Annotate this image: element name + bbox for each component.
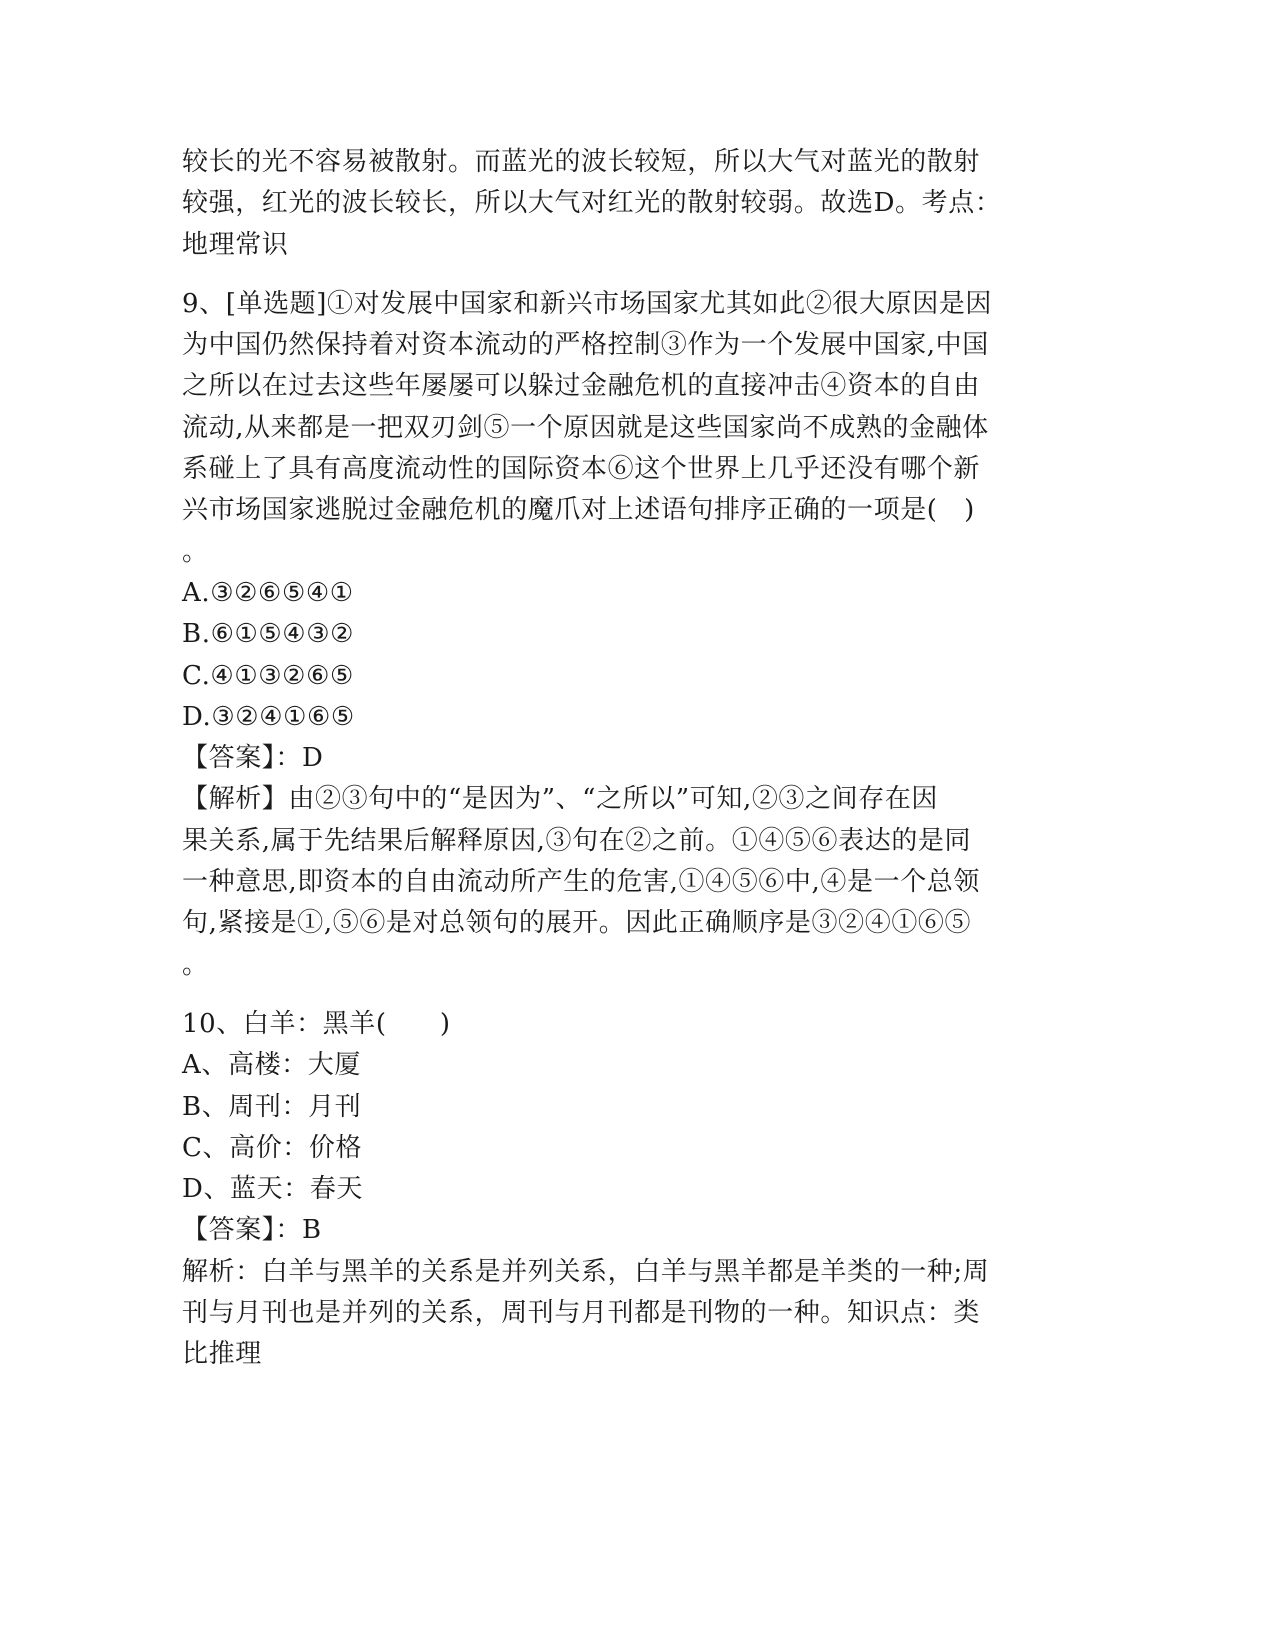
analysis-line: 句,紧接是①,⑤⑥是对总领句的展开。因此正确顺序是③②④①⑥⑤ <box>182 908 972 939</box>
option-b: B、周刊：月刊 <box>182 1091 362 1122</box>
question-stem-line: 系碰上了具有高度流动性的国际资本⑥这个世界上几乎还没有哪个新 <box>182 454 981 485</box>
option-c: C.④①③②⑥⑤ <box>182 660 354 691</box>
analysis-line: 地理常识 <box>182 229 289 260</box>
analysis-line: 一种意思,即资本的自由流动所产生的危害,①④⑤⑥中,④是一个总领 <box>182 867 980 898</box>
option-c: C、高价：价格 <box>182 1132 363 1163</box>
analysis-line: 解析：白羊与黑羊的关系是并列关系，白羊与黑羊都是羊类的一种;周 <box>182 1256 990 1287</box>
option-a: A.③②⑥⑤④① <box>182 577 354 608</box>
question-stem-line: 。 <box>182 536 209 567</box>
question-10 <box>182 1004 1042 1376</box>
analysis-line: 比推理 <box>182 1339 262 1370</box>
question-stem-line: 之所以在过去这些年屡屡可以躲过金融危机的直接冲击④资本的自由 <box>182 371 981 402</box>
previous-question-analysis <box>182 142 1042 266</box>
question-9 <box>182 284 1042 986</box>
analysis-line: 刊与月刊也是并列的关系，周刊与月刊都是刊物的一种。知识点：类 <box>182 1298 981 1329</box>
option-d: D.③②④①⑥⑤ <box>182 701 355 732</box>
question-stem-line: 流动,从来都是一把双刃剑⑤一个原因就是这些国家尚不成熟的金融体 <box>182 412 989 443</box>
analysis-line: 【解析】由②③句中的“是因为”、“之所以”可知,②③之间存在因 <box>182 784 939 815</box>
document-page <box>182 142 1042 1376</box>
answer-line: 【答案】：D <box>182 743 324 774</box>
analysis-line: 果关系,属于先结果后解释原因,③句在②之前。①④⑤⑥表达的是同 <box>182 825 972 856</box>
analysis-line: 较长的光不容易被散射。而蓝光的波长较短，所以大气对蓝光的散射 <box>182 147 981 177</box>
analysis-line: 。 <box>182 949 209 980</box>
option-b: B.⑥①⑤④③② <box>182 619 355 650</box>
option-d: D、蓝天：春天 <box>182 1174 364 1205</box>
question-stem-line: 9、[单选题]①对发展中国家和新兴市场国家尤其如此②很大原因是因 <box>182 288 993 319</box>
option-a: A、高楼：大厦 <box>182 1050 361 1081</box>
analysis-line: 较强，红光的波长较长，所以大气对红光的散射较弱。故选D。考点： <box>182 188 1002 219</box>
answer-line: 【答案】：B <box>182 1215 322 1246</box>
question-stem-line: 10、白羊：黑羊( ) <box>182 1008 451 1039</box>
question-stem-line: 为中国仍然保持着对资本流动的严格控制③作为一个发展中国家,中国 <box>182 330 989 361</box>
question-stem-line: 兴市场国家逃脱过金融危机的魔爪对上述语句排序正确的一项是( ) <box>182 495 975 526</box>
